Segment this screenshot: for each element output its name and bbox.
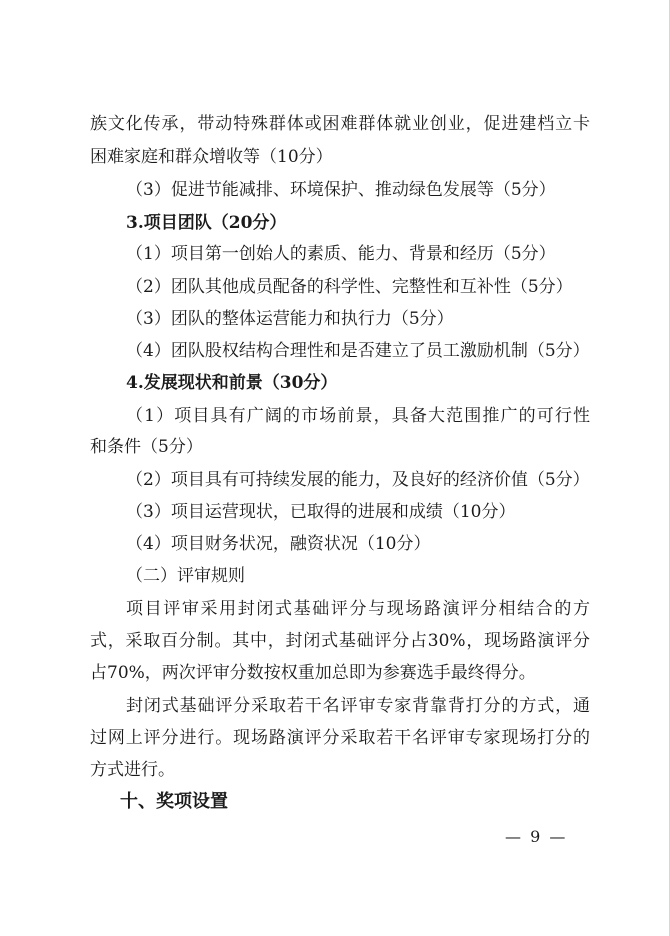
list-item: （1）项目第一创始人的素质、能力、背景和经历（5分） [126,244,556,264]
section-heading-project-team: 3.项目团队（20分） [126,213,287,233]
list-item: （1）项目具有广阔的市场前景，具备大范围推广的可行性 [126,406,590,426]
paragraph-line: 过网上评分进行。现场路演评分采取若干名评审专家现场打分的 [90,728,590,748]
list-item: （3）促进节能减排、环境保护、推动绿色发展等（5分） [126,180,556,200]
paragraph-line: 项目评审采用封闭式基础评分与现场路演评分相结合的方 [126,599,590,619]
body-text-line: 困难家庭和群众增收等（10分） [90,147,333,167]
list-item: （4）团队股权结构合理性和是否建立了员工激励机制（5分） [126,341,590,361]
paragraph-line: 方式进行。 [90,760,175,780]
body-text-line: 和条件（5分） [90,437,203,457]
paragraph-line: 占70%，两次评审分数按权重加总即为参赛选手最终得分。 [90,663,536,683]
section-heading-awards: 十、奖项设置 [120,791,228,812]
list-item: （3）项目运营现状，已取得的进展和成绩（10分） [126,502,516,522]
list-item: （3）团队的整体运营能力和执行力（5分） [126,309,454,329]
page-number: — 9 — [505,827,568,846]
subsection-heading-review-rules: （二）评审规则 [126,566,245,586]
list-item: （2）团队其他成员配备的科学性、完整性和互补性（5分） [126,277,573,297]
section-heading-development: 4.发展现状和前景（30分） [126,373,338,393]
paragraph-line: 式，采取百分制。其中，封闭式基础评分占30%，现场路演评分 [90,631,590,651]
list-item: （4）项目财务状况，融资状况（10分） [126,534,431,554]
body-text-line: 族文化传承，带动特殊群体或困难群体就业创业，促进建档立卡 [90,114,590,134]
paragraph-line: 封闭式基础评分采取若干名评审专家背靠背打分的方式，通 [126,696,590,716]
list-item: （2）项目具有可持续发展的能力，及良好的经济价值（5分） [126,470,590,490]
